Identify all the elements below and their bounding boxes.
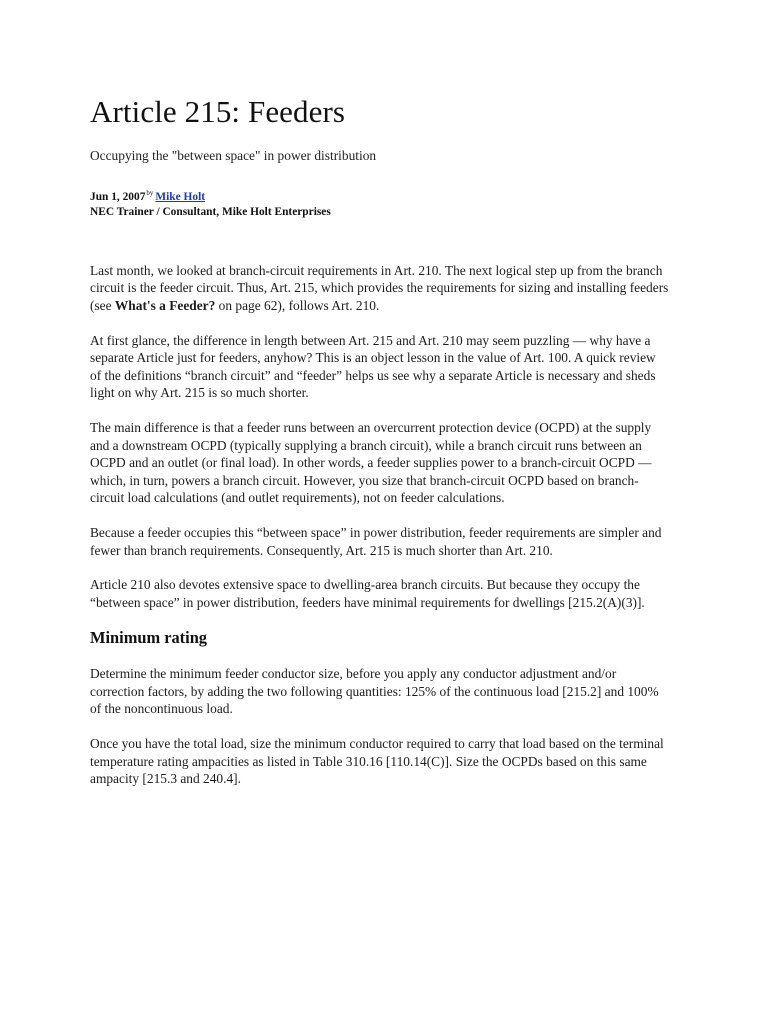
feeder-callout-ref: What's a Feeder? <box>114 297 216 313</box>
publish-date: Jun 1, 2007 <box>90 190 146 203</box>
paragraph-main-difference: The main difference is that a feeder runs between an overcurrent protection device (OCPD) at the supply and a downstream OCPD (typically supplying a branch circuit), while a branch circuit runs between an OCPD and an outlet (or final load). In other words, a feeder supplies power to a branch-circuit OCPD — which, in turn, powers a branch circuit. However, you size that branch-circuit OCPD based on branch-circuit load calculations (and outlet requirements), not on feeder calculations. <box>90 419 652 506</box>
author-role: NEC Trainer / Consultant, Mike Holt Enterprises <box>90 205 331 218</box>
paragraph-intro-text-2: on page 62), follows Art. 210. <box>215 297 380 313</box>
paragraph-conductor-size: Determine the minimum feeder conductor size, before you apply any conductor adjustment and/or correction factors, by adding the two following quantities: 125% of the continuous load [215.2] and 100% of the noncontinuous load. <box>90 666 659 717</box>
byline <box>90 186 688 205</box>
paragraph-total-load: Once you have the total load, size the minimum conductor required to carry that load based on the terminal temperature rating ampacities as listed in Table 310.16 [110.14(C)]. Size the OCPDs based on this same ampacity [215.3 and 240.4]. <box>90 736 664 787</box>
section-heading-minimum-rating: Minimum rating <box>90 628 208 648</box>
article-title: Article 215: Feeders <box>90 94 346 129</box>
paragraph-intro <box>90 262 670 315</box>
author-link[interactable]: Mike Holt <box>155 190 206 203</box>
article-subtitle: Occupying the "between space" in power distribution <box>90 148 377 163</box>
paragraph-between-space: Because a feeder occupies this “between space” in power distribution, feeder requirements are simpler and fewer than branch requirements. Consequently, Art. 215 is much shorter than Art. 210. <box>90 524 662 558</box>
paragraph-dwellings: Article 210 also devotes extensive space to dwelling-area branch circuits. But because they occupy the “between space” in power distribution, feeders have minimal requirements for dwellings [215.2(A)(3)]. <box>90 577 645 610</box>
paragraph-length-comparison: At first glance, the difference in length between Art. 215 and Art. 210 may seem puzzling — why have a separate Article just for feeders, anyhow? This is an object lesson in the value of Art. 100. A quick review of the definitions “branch circuit” and “feeder” helps us see why a separate Article is necessary and sheds light on why Art. 215 is so much shorter. <box>90 332 656 401</box>
paragraph-intro-text-1: Last month, we looked at branch-circuit requirements in Art. 210. The next logical step up from the branch circuit is the feeder circuit. Thus, Art. 215, which provides the requirements for sizing and installing feeders (see <box>90 262 669 313</box>
by-label: by <box>146 189 154 197</box>
